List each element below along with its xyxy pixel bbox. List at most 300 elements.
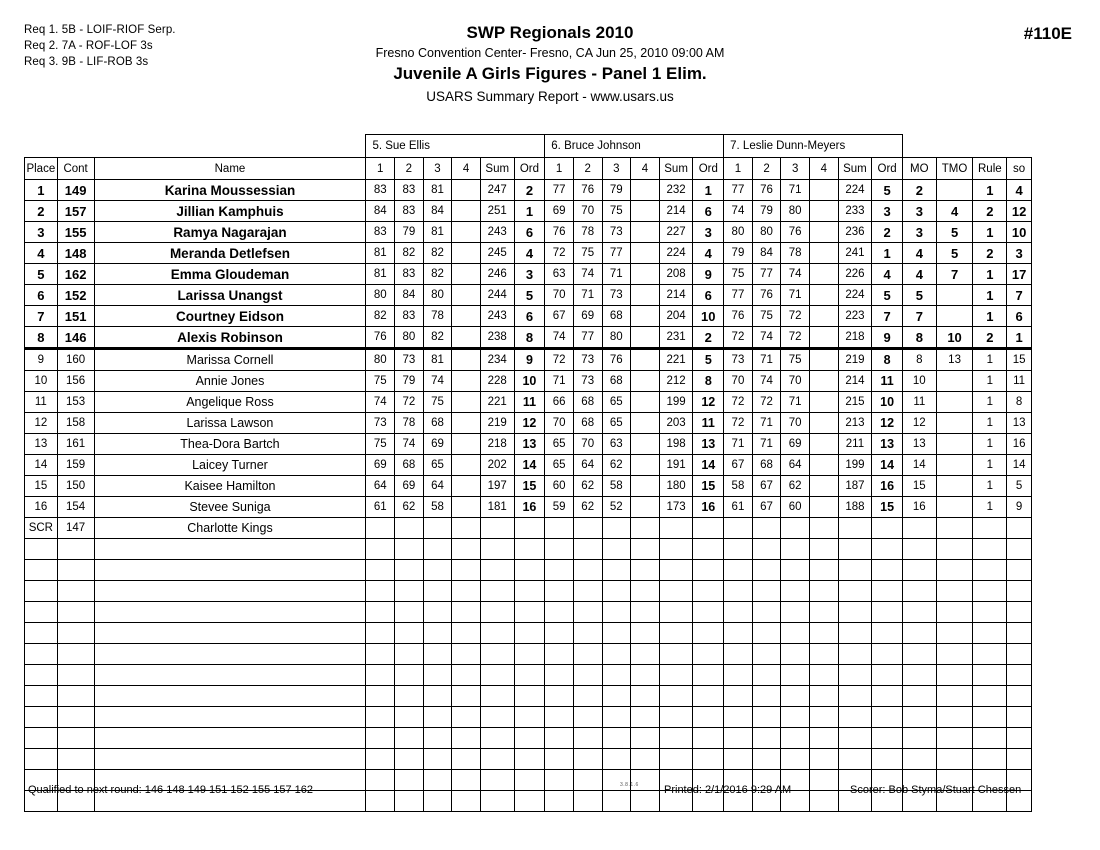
table-row[interactable]: [25, 180, 1032, 201]
empty-table-row[interactable]: [25, 602, 1032, 623]
cell-j7-figure-4: [809, 180, 838, 201]
empty-cell-j5-figure-1: [366, 749, 395, 770]
cell-j7-figure-2: 84: [752, 243, 781, 264]
table-row[interactable]: [25, 306, 1032, 327]
cell-tmo: 7: [936, 264, 973, 285]
table-row[interactable]: [25, 222, 1032, 243]
empty-cell-j5-figure-1: [366, 602, 395, 623]
cell-j5-figure-1: 75: [366, 434, 395, 455]
cell-tmo: 13: [936, 349, 973, 371]
empty-cell-j5-figure-1: [366, 665, 395, 686]
empty-cell-cont: [57, 539, 94, 560]
cell-j6-sum: 214: [659, 285, 693, 306]
empty-cell-j7-figure-1: [724, 686, 753, 707]
cell-j7-figure-3: 70: [781, 371, 810, 392]
header-j7-ord: Ord: [872, 158, 903, 180]
empty-table-row[interactable]: [25, 644, 1032, 665]
empty-cell-j7-ordinal: [872, 665, 903, 686]
table-row[interactable]: [25, 327, 1032, 349]
cell-j6-figure-3: 80: [602, 327, 631, 349]
empty-cell-j6-figure-1: [545, 602, 574, 623]
cell-j7-ordinal: 10: [872, 392, 903, 413]
empty-cell-j7-sum: [838, 623, 872, 644]
empty-cell-j7-figure-4: [809, 728, 838, 749]
cell-place: 12: [25, 413, 58, 434]
empty-table-row[interactable]: [25, 539, 1032, 560]
cell-j6-figure-1: 65: [545, 434, 574, 455]
cell-j7-figure-2: 76: [752, 180, 781, 201]
cell-j5-figure-2: 82: [395, 243, 424, 264]
software-version: 3.8.1.6: [620, 782, 639, 788]
empty-table-row[interactable]: [25, 707, 1032, 728]
cell-so: 4: [1007, 180, 1032, 201]
cell-j6-sum: 231: [659, 327, 693, 349]
cell-j7-figure-1: 72: [724, 327, 753, 349]
cell-so: 5: [1007, 476, 1032, 497]
empty-cell-j7-figure-1: [724, 539, 753, 560]
empty-cell-j5-sum: [480, 707, 514, 728]
cell-j5-figure-1: 80: [366, 285, 395, 306]
cell-j5-ordinal: 6: [514, 306, 545, 327]
empty-cell-j5-ordinal: [514, 602, 545, 623]
cell-tmo: [936, 434, 973, 455]
empty-table-row[interactable]: [25, 560, 1032, 581]
empty-cell-so: [1007, 644, 1032, 665]
cell-j5-figure-3: 81: [423, 180, 452, 201]
cell-j6-figure-3: 62: [602, 455, 631, 476]
cell-j5-figure-1: 69: [366, 455, 395, 476]
cell-j6-figure-2: 71: [573, 285, 602, 306]
cell-j6-figure-1: 66: [545, 392, 574, 413]
cell-contestant-number: 151: [57, 306, 94, 327]
empty-cell-j5-sum: [480, 686, 514, 707]
cell-j5-figure-1: 80: [366, 349, 395, 371]
cell-tmo: [936, 497, 973, 518]
empty-cell-j6-ordinal: [693, 665, 724, 686]
empty-cell-j5-figure-3: [423, 581, 452, 602]
empty-table-row[interactable]: [25, 665, 1032, 686]
cell-j5-sum: 238: [480, 327, 514, 349]
empty-cell-j6-figure-1: [545, 623, 574, 644]
empty-cell-tmo: [936, 644, 973, 665]
cell-j6-ordinal: 10: [693, 306, 724, 327]
empty-cell-j6-figure-1: [545, 581, 574, 602]
empty-cell-j6-figure-3: [602, 539, 631, 560]
empty-cell-place: [25, 749, 58, 770]
empty-cell-j7-figure-1: [724, 602, 753, 623]
cell-rule: 1: [973, 306, 1007, 327]
empty-cell-j5-sum: [480, 644, 514, 665]
table-row[interactable]: [25, 349, 1032, 371]
cell-j5-figure-1: 81: [366, 264, 395, 285]
empty-cell-j5-figure-2: [395, 623, 424, 644]
cell-tmo: [936, 180, 973, 201]
cell-place: 15: [25, 476, 58, 497]
cell-j6-sum: 198: [659, 434, 693, 455]
cell-j5-figure-3: 65: [423, 455, 452, 476]
qualified-list: Qualified to next round: 146 148 149 151 152 155 157 162: [28, 784, 314, 796]
cell-j7-sum: 224: [838, 180, 872, 201]
table-row[interactable]: [25, 434, 1032, 455]
cell-j6-figure-4: [631, 285, 660, 306]
cell-so: 3: [1007, 243, 1032, 264]
table-row[interactable]: [25, 264, 1032, 285]
empty-table-row[interactable]: [25, 749, 1032, 770]
cell-contestant-number: 150: [57, 476, 94, 497]
cell-j6-figure-4: [631, 518, 660, 539]
cell-tmo: [936, 306, 973, 327]
empty-cell-j7-ordinal: [872, 707, 903, 728]
empty-cell-rule: [973, 686, 1007, 707]
table-row[interactable]: [25, 371, 1032, 392]
empty-cell-j6-figure-1: [545, 749, 574, 770]
empty-cell-cont: [57, 665, 94, 686]
cell-mo: 4: [902, 243, 936, 264]
cell-j5-figure-2: 62: [395, 497, 424, 518]
cell-tmo: [936, 371, 973, 392]
empty-cell-name: [94, 728, 366, 749]
empty-cell-tmo: [936, 581, 973, 602]
cell-j7-figure-2: 74: [752, 371, 781, 392]
empty-cell-j6-figure-1: [545, 707, 574, 728]
cell-mo: 8: [902, 349, 936, 371]
empty-cell-name: [94, 686, 366, 707]
cell-so: 1: [1007, 327, 1032, 349]
table-row[interactable]: [25, 392, 1032, 413]
cell-so: 13: [1007, 413, 1032, 434]
cell-j7-sum: 211: [838, 434, 872, 455]
cell-j7-figure-1: 77: [724, 180, 753, 201]
cell-j7-figure-3: 75: [781, 349, 810, 371]
cell-j6-ordinal: 6: [693, 201, 724, 222]
empty-table-row[interactable]: [25, 581, 1032, 602]
empty-cell-j5-figure-1: [366, 728, 395, 749]
cell-j7-figure-2: 67: [752, 476, 781, 497]
empty-cell-mo: [902, 707, 936, 728]
cell-j5-figure-4: [452, 327, 481, 349]
empty-cell-j7-figure-3: [781, 560, 810, 581]
empty-table-row[interactable]: [25, 728, 1032, 749]
empty-cell-j6-figure-1: [545, 686, 574, 707]
empty-cell-j5-figure-1: [366, 539, 395, 560]
cell-j7-figure-1: 76: [724, 306, 753, 327]
cell-j5-figure-3: 58: [423, 497, 452, 518]
cell-j5-figure-2: 72: [395, 392, 424, 413]
cell-j6-sum: [659, 518, 693, 539]
empty-cell-j7-ordinal: [872, 560, 903, 581]
empty-cell-j5-figure-3: [423, 686, 452, 707]
cell-j6-figure-1: 77: [545, 180, 574, 201]
cell-skater-name: Emma Gloudeman: [94, 264, 366, 285]
cell-j6-figure-2: 74: [573, 264, 602, 285]
empty-cell-j7-figure-1: [724, 581, 753, 602]
cell-j6-ordinal: 16: [693, 497, 724, 518]
cell-j5-figure-3: 64: [423, 476, 452, 497]
cell-place: SCR: [25, 518, 58, 539]
cell-contestant-number: 162: [57, 264, 94, 285]
table-row[interactable]: [25, 201, 1032, 222]
cell-j5-sum: 202: [480, 455, 514, 476]
cell-j5-figure-4: [452, 180, 481, 201]
empty-cell-j7-figure-3: [781, 728, 810, 749]
empty-cell-tmo: [936, 623, 973, 644]
empty-cell-place: [25, 665, 58, 686]
empty-cell-j6-ordinal: [693, 686, 724, 707]
cell-j5-figure-1: [366, 518, 395, 539]
empty-cell-j6-figure-2: [573, 623, 602, 644]
empty-cell-j5-ordinal: [514, 749, 545, 770]
table-row[interactable]: [25, 497, 1032, 518]
empty-cell-j5-figure-4: [452, 581, 481, 602]
empty-cell-j7-ordinal: [872, 728, 903, 749]
cell-j6-figure-2: 77: [573, 327, 602, 349]
cell-j5-figure-3: 81: [423, 222, 452, 243]
cell-j5-ordinal: 11: [514, 392, 545, 413]
cell-j6-figure-4: [631, 497, 660, 518]
cell-j7-sum: [838, 518, 872, 539]
table-row[interactable]: [25, 243, 1032, 264]
cell-j7-ordinal: 4: [872, 264, 903, 285]
cell-j7-sum: 215: [838, 392, 872, 413]
cell-tmo: 4: [936, 201, 973, 222]
empty-cell-j7-sum: [838, 644, 872, 665]
cell-j5-figure-4: [452, 243, 481, 264]
empty-table-row[interactable]: [25, 623, 1032, 644]
empty-cell-j6-sum: [659, 623, 693, 644]
empty-cell-j7-figure-2: [752, 644, 781, 665]
cell-j6-figure-1: 69: [545, 201, 574, 222]
empty-cell-j5-figure-2: [395, 581, 424, 602]
cell-j6-ordinal: 15: [693, 476, 724, 497]
cell-j7-ordinal: 11: [872, 371, 903, 392]
empty-cell-so: [1007, 749, 1032, 770]
cell-j7-figure-4: [809, 434, 838, 455]
cell-rule: 1: [973, 222, 1007, 243]
cell-j5-figure-3: 78: [423, 306, 452, 327]
cell-j6-figure-4: [631, 476, 660, 497]
empty-cell-j7-ordinal: [872, 623, 903, 644]
table-row[interactable]: [25, 476, 1032, 497]
cell-j7-ordinal: 8: [872, 349, 903, 371]
results-table: [24, 134, 1032, 812]
cell-j7-figure-1: 74: [724, 201, 753, 222]
cell-skater-name: Charlotte Kings: [94, 518, 366, 539]
empty-cell-j7-ordinal: [872, 602, 903, 623]
cell-j6-figure-2: 69: [573, 306, 602, 327]
empty-cell-tmo: [936, 602, 973, 623]
empty-cell-rule: [973, 581, 1007, 602]
cell-j7-figure-2: [752, 518, 781, 539]
empty-cell-j5-figure-1: [366, 644, 395, 665]
cell-j6-figure-4: [631, 455, 660, 476]
empty-cell-tmo: [936, 686, 973, 707]
cell-so: 6: [1007, 306, 1032, 327]
empty-cell-j5-figure-3: [423, 665, 452, 686]
cell-mo: 3: [902, 222, 936, 243]
empty-cell-tmo: [936, 749, 973, 770]
empty-cell-so: [1007, 623, 1032, 644]
cell-mo: 16: [902, 497, 936, 518]
table-row[interactable]: [25, 413, 1032, 434]
empty-cell-mo: [902, 728, 936, 749]
empty-cell-j7-sum: [838, 602, 872, 623]
cell-j7-ordinal: 7: [872, 306, 903, 327]
cell-j6-figure-3: 73: [602, 222, 631, 243]
cell-j7-figure-3: 80: [781, 201, 810, 222]
cell-j6-figure-1: [545, 518, 574, 539]
cell-j7-figure-2: 68: [752, 455, 781, 476]
cell-j7-sum: 214: [838, 371, 872, 392]
empty-cell-j6-figure-1: [545, 728, 574, 749]
cell-contestant-number: 160: [57, 349, 94, 371]
table-row[interactable]: [25, 455, 1032, 476]
cell-j7-figure-3: 69: [781, 434, 810, 455]
cell-j6-figure-2: 68: [573, 392, 602, 413]
empty-cell-cont: [57, 728, 94, 749]
cell-j7-figure-4: [809, 455, 838, 476]
empty-cell-j7-figure-2: [752, 581, 781, 602]
cell-j5-figure-4: [452, 222, 481, 243]
cell-j7-ordinal: 13: [872, 434, 903, 455]
empty-cell-cont: [57, 749, 94, 770]
empty-cell-j6-figure-4: [631, 707, 660, 728]
empty-cell-j5-ordinal: [514, 728, 545, 749]
empty-table-row[interactable]: [25, 686, 1032, 707]
cell-j7-figure-4: [809, 201, 838, 222]
cell-j5-sum: 245: [480, 243, 514, 264]
empty-cell-j6-sum: [659, 728, 693, 749]
empty-cell-j7-figure-3: [781, 539, 810, 560]
header-j6-fig3: 3: [602, 158, 631, 180]
cell-so: 10: [1007, 222, 1032, 243]
cell-j7-ordinal: [872, 518, 903, 539]
empty-cell-j5-sum: [480, 665, 514, 686]
empty-cell-j7-figure-4: [809, 644, 838, 665]
cell-mo: 15: [902, 476, 936, 497]
cell-j7-figure-3: 70: [781, 413, 810, 434]
empty-cell-j5-ordinal: [514, 686, 545, 707]
cell-j7-figure-1: 72: [724, 392, 753, 413]
cell-place: 1: [25, 180, 58, 201]
cell-j7-ordinal: 1: [872, 243, 903, 264]
cell-j5-ordinal: 6: [514, 222, 545, 243]
cell-contestant-number: 155: [57, 222, 94, 243]
empty-cell-tmo: [936, 707, 973, 728]
table-row[interactable]: [25, 518, 1032, 539]
empty-cell-j5-ordinal: [514, 707, 545, 728]
column-header-row: [25, 158, 1032, 180]
cell-place: 11: [25, 392, 58, 413]
empty-cell-j7-sum: [838, 560, 872, 581]
empty-cell-name: [94, 623, 366, 644]
empty-cell-j7-figure-3: [781, 686, 810, 707]
cell-j7-sum: 223: [838, 306, 872, 327]
empty-cell-j6-ordinal: [693, 707, 724, 728]
empty-cell-mo: [902, 644, 936, 665]
empty-cell-rule: [973, 602, 1007, 623]
empty-cell-j5-ordinal: [514, 644, 545, 665]
empty-cell-j7-ordinal: [872, 749, 903, 770]
cell-so: 17: [1007, 264, 1032, 285]
cell-j5-sum: 219: [480, 413, 514, 434]
empty-cell-j7-figure-2: [752, 539, 781, 560]
empty-cell-rule: [973, 644, 1007, 665]
empty-cell-cont: [57, 686, 94, 707]
empty-cell-j7-figure-4: [809, 539, 838, 560]
cell-j5-figure-4: [452, 306, 481, 327]
header-j5-sum: Sum: [480, 158, 514, 180]
empty-cell-j6-figure-2: [573, 560, 602, 581]
cell-j5-figure-2: 83: [395, 201, 424, 222]
empty-cell-j6-figure-4: [631, 644, 660, 665]
cell-j5-ordinal: 4: [514, 243, 545, 264]
cell-rule: 1: [973, 434, 1007, 455]
empty-cell-j5-sum: [480, 749, 514, 770]
cell-j7-figure-4: [809, 349, 838, 371]
empty-cell-rule: [973, 539, 1007, 560]
cell-so: [1007, 518, 1032, 539]
empty-cell-j7-ordinal: [872, 686, 903, 707]
cell-j7-figure-2: 71: [752, 349, 781, 371]
empty-cell-tmo: [936, 728, 973, 749]
empty-cell-j7-figure-2: [752, 665, 781, 686]
header-j7-fig2: 2: [752, 158, 781, 180]
header-tmo: TMO: [936, 158, 973, 180]
cell-j5-ordinal: 8: [514, 327, 545, 349]
cell-j5-sum: 218: [480, 434, 514, 455]
empty-cell-j5-figure-4: [452, 560, 481, 581]
cell-j7-figure-3: 64: [781, 455, 810, 476]
cell-j6-figure-4: [631, 327, 660, 349]
empty-cell-place: [25, 623, 58, 644]
empty-cell-j5-figure-2: [395, 644, 424, 665]
table-row[interactable]: [25, 285, 1032, 306]
cell-j5-figure-3: 82: [423, 327, 452, 349]
cell-j5-figure-3: 74: [423, 371, 452, 392]
cell-j5-figure-1: 73: [366, 413, 395, 434]
cell-j7-figure-4: [809, 413, 838, 434]
cell-j5-figure-1: 83: [366, 180, 395, 201]
cell-j6-figure-3: 65: [602, 413, 631, 434]
empty-cell-j7-figure-1: [724, 707, 753, 728]
cell-j6-sum: 221: [659, 349, 693, 371]
cell-skater-name: Marissa Cornell: [94, 349, 366, 371]
empty-cell-j6-figure-3: [602, 707, 631, 728]
cell-skater-name: Kaisee Hamilton: [94, 476, 366, 497]
cell-j6-figure-1: 60: [545, 476, 574, 497]
empty-cell-j5-sum: [480, 581, 514, 602]
empty-cell-j7-figure-3: [781, 623, 810, 644]
cell-mo: [902, 518, 936, 539]
cell-j5-figure-3: 82: [423, 264, 452, 285]
empty-cell-j6-figure-4: [631, 728, 660, 749]
cell-j6-figure-1: 76: [545, 222, 574, 243]
empty-cell-mo: [902, 560, 936, 581]
empty-cell-j6-sum: [659, 707, 693, 728]
cell-contestant-number: 158: [57, 413, 94, 434]
cell-j6-ordinal: [693, 518, 724, 539]
cell-j5-figure-3: 75: [423, 392, 452, 413]
empty-cell-j5-figure-3: [423, 707, 452, 728]
empty-cell-j5-ordinal: [514, 665, 545, 686]
cell-j7-figure-2: 76: [752, 285, 781, 306]
judge-banner-3: 7. Leslie Dunn-Meyers: [724, 135, 903, 158]
empty-cell-j5-ordinal: [514, 581, 545, 602]
empty-cell-j7-figure-4: [809, 749, 838, 770]
header-so: so: [1007, 158, 1032, 180]
header-cont: Cont: [57, 158, 94, 180]
cell-j7-figure-2: 71: [752, 434, 781, 455]
